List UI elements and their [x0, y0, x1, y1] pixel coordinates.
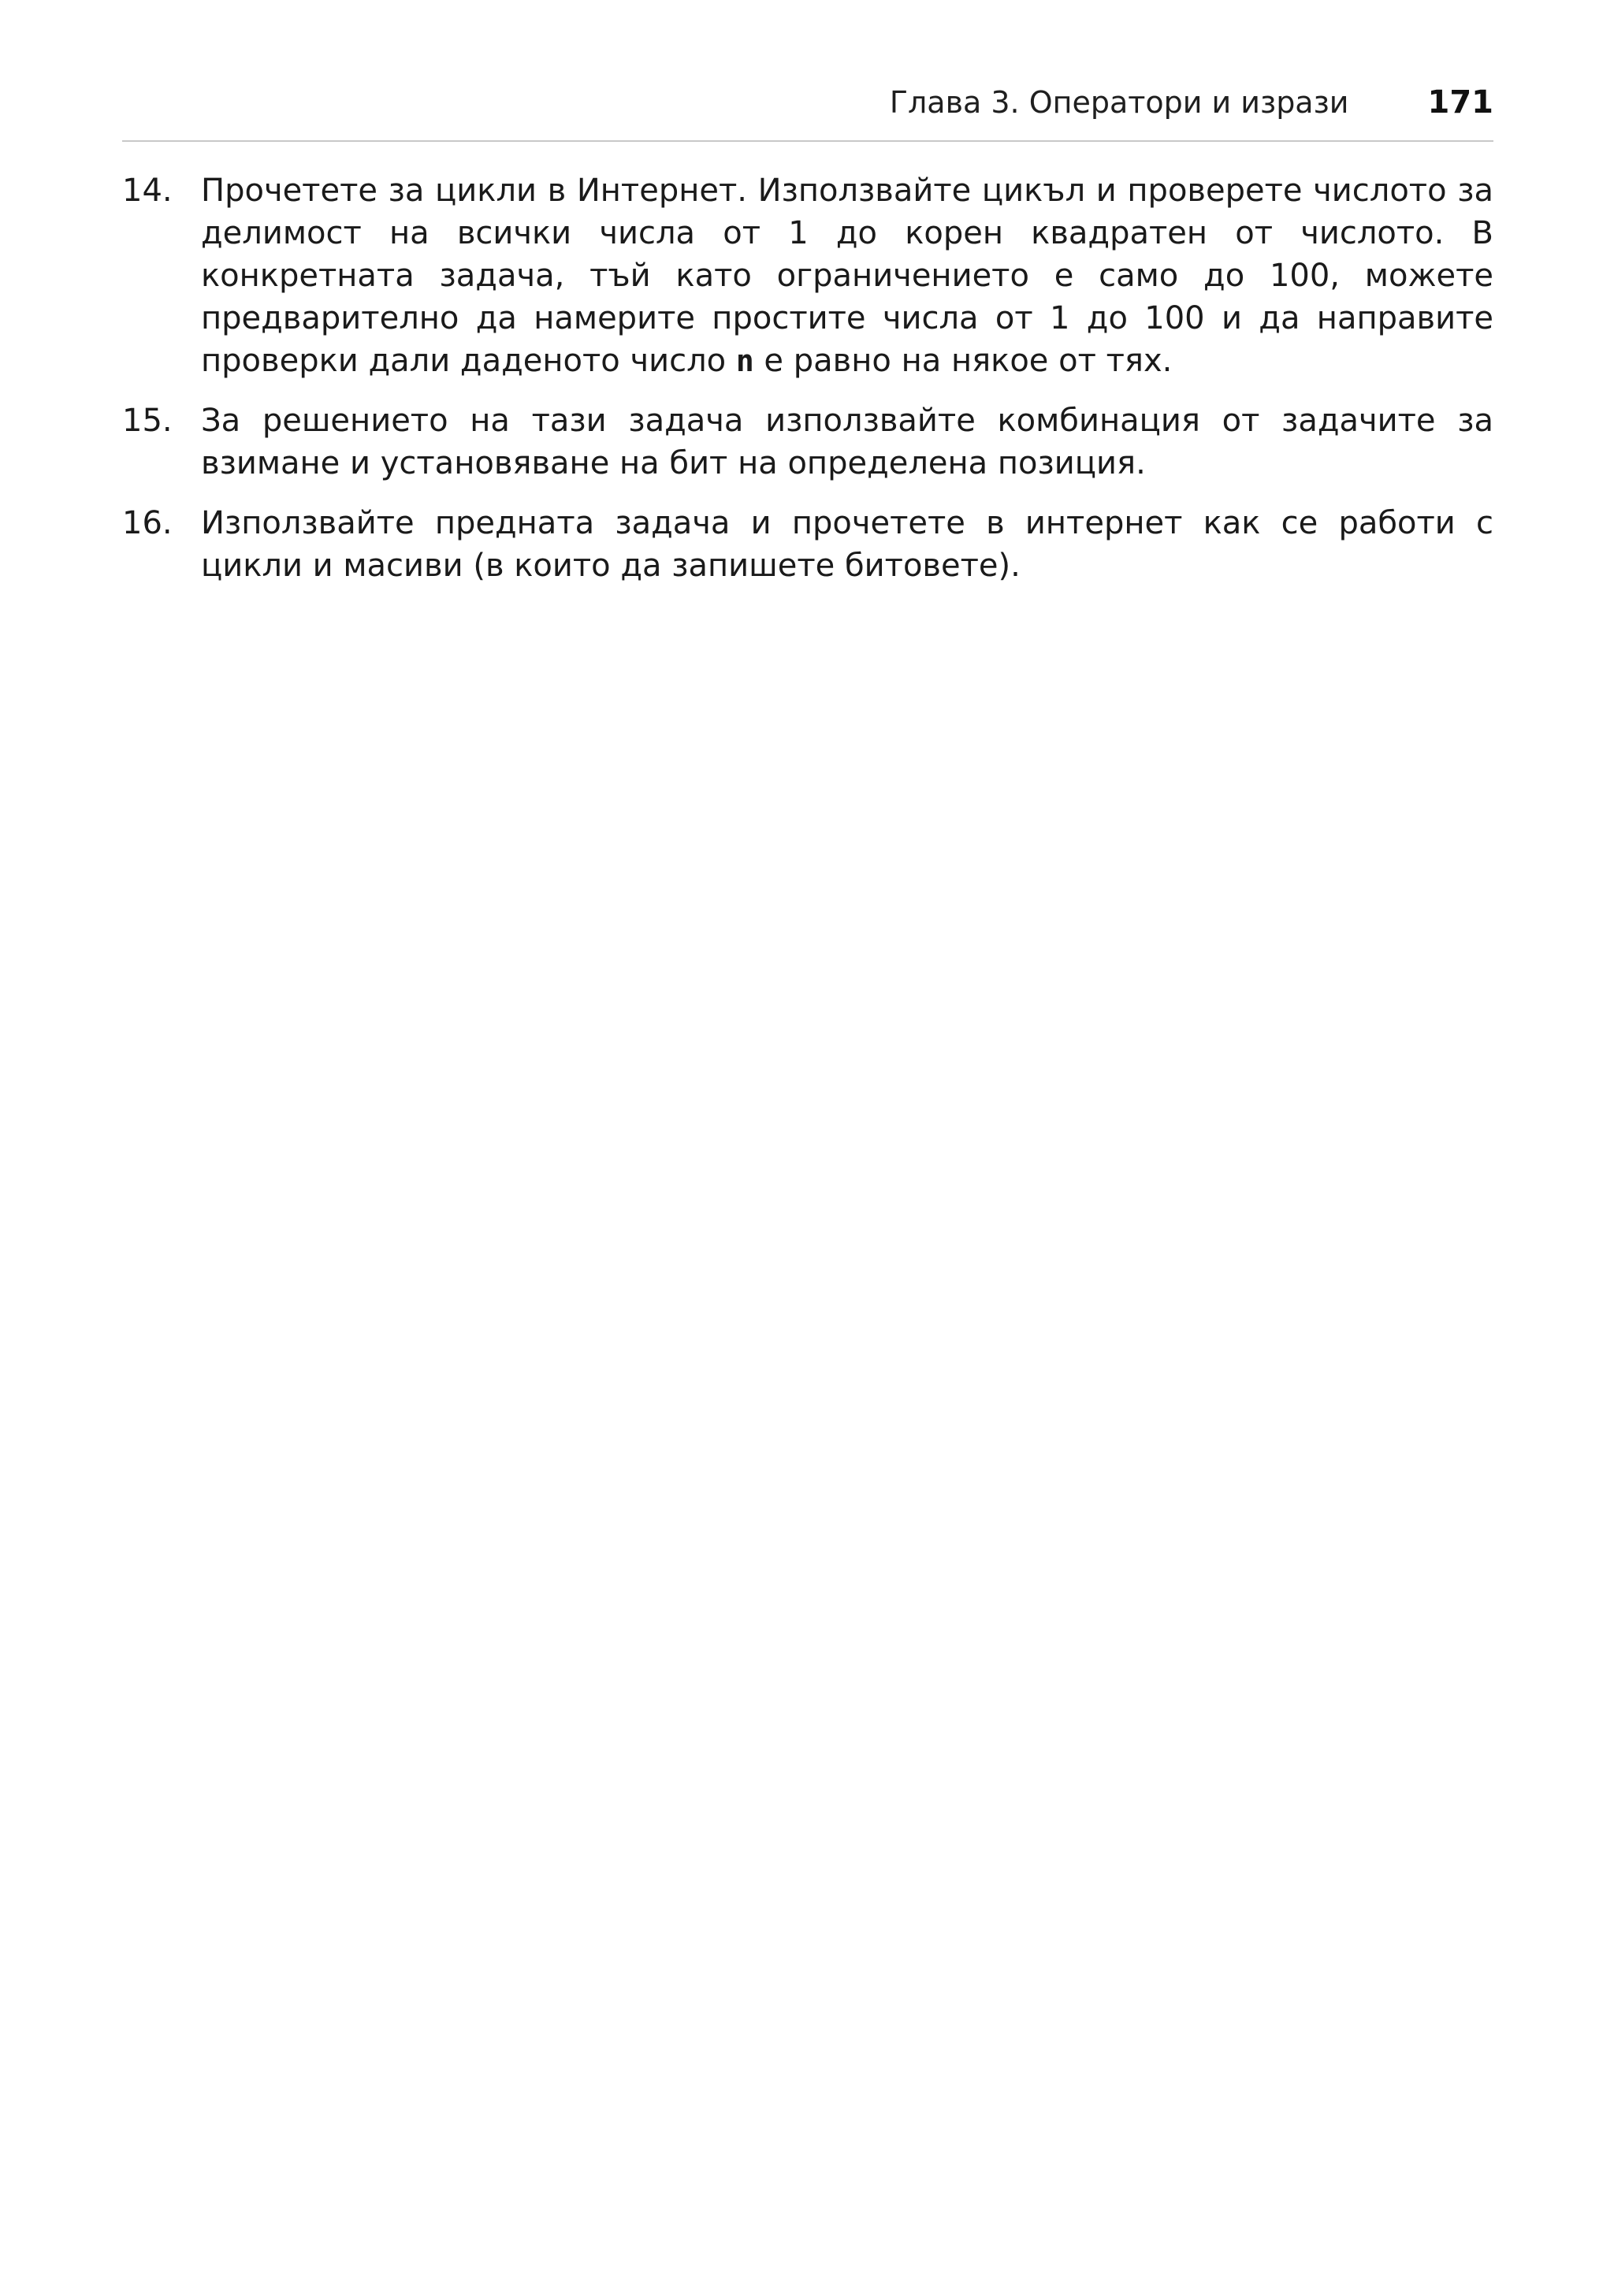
exercise-text-part: е равно на някое от тях. — [753, 343, 1173, 379]
exercise-text: Използвайте предната задача и прочетете в интернет как се работи с цикли и масиви (в които да запишете битовете). — [201, 505, 1493, 584]
exercise-text: За решението на тази задача използвайте комбинация от задачите за взимане и установяване на бит на определена позиция. — [201, 403, 1493, 481]
exercise-item-15 — [122, 399, 1493, 485]
exercise-number: 14. — [122, 173, 173, 209]
running-header — [122, 79, 1493, 126]
page-number: 171 — [1427, 84, 1493, 121]
exercise-item-14 — [122, 169, 1493, 382]
exercise-number: 16. — [122, 505, 173, 541]
header-divider — [122, 140, 1493, 142]
chapter-title: Глава 3. Оператори и изрази — [889, 85, 1349, 120]
inline-code: n — [735, 344, 754, 378]
exercise-hints-list — [122, 169, 1493, 604]
exercise-text-part: Прочетете за цикли в Интернет. Използвайте цикъл и проверете числото за делимост на всички числа от 1 до корен квадратен от числото. В конкретната задача, тъй като ограничението е само до 100, можете предварително да намерите простите числа от 1 до 100 и да направите проверки дали даденото число — [201, 173, 1493, 379]
exercise-item-16 — [122, 502, 1493, 587]
exercise-text — [201, 169, 1493, 382]
exercise-number: 15. — [122, 403, 173, 439]
